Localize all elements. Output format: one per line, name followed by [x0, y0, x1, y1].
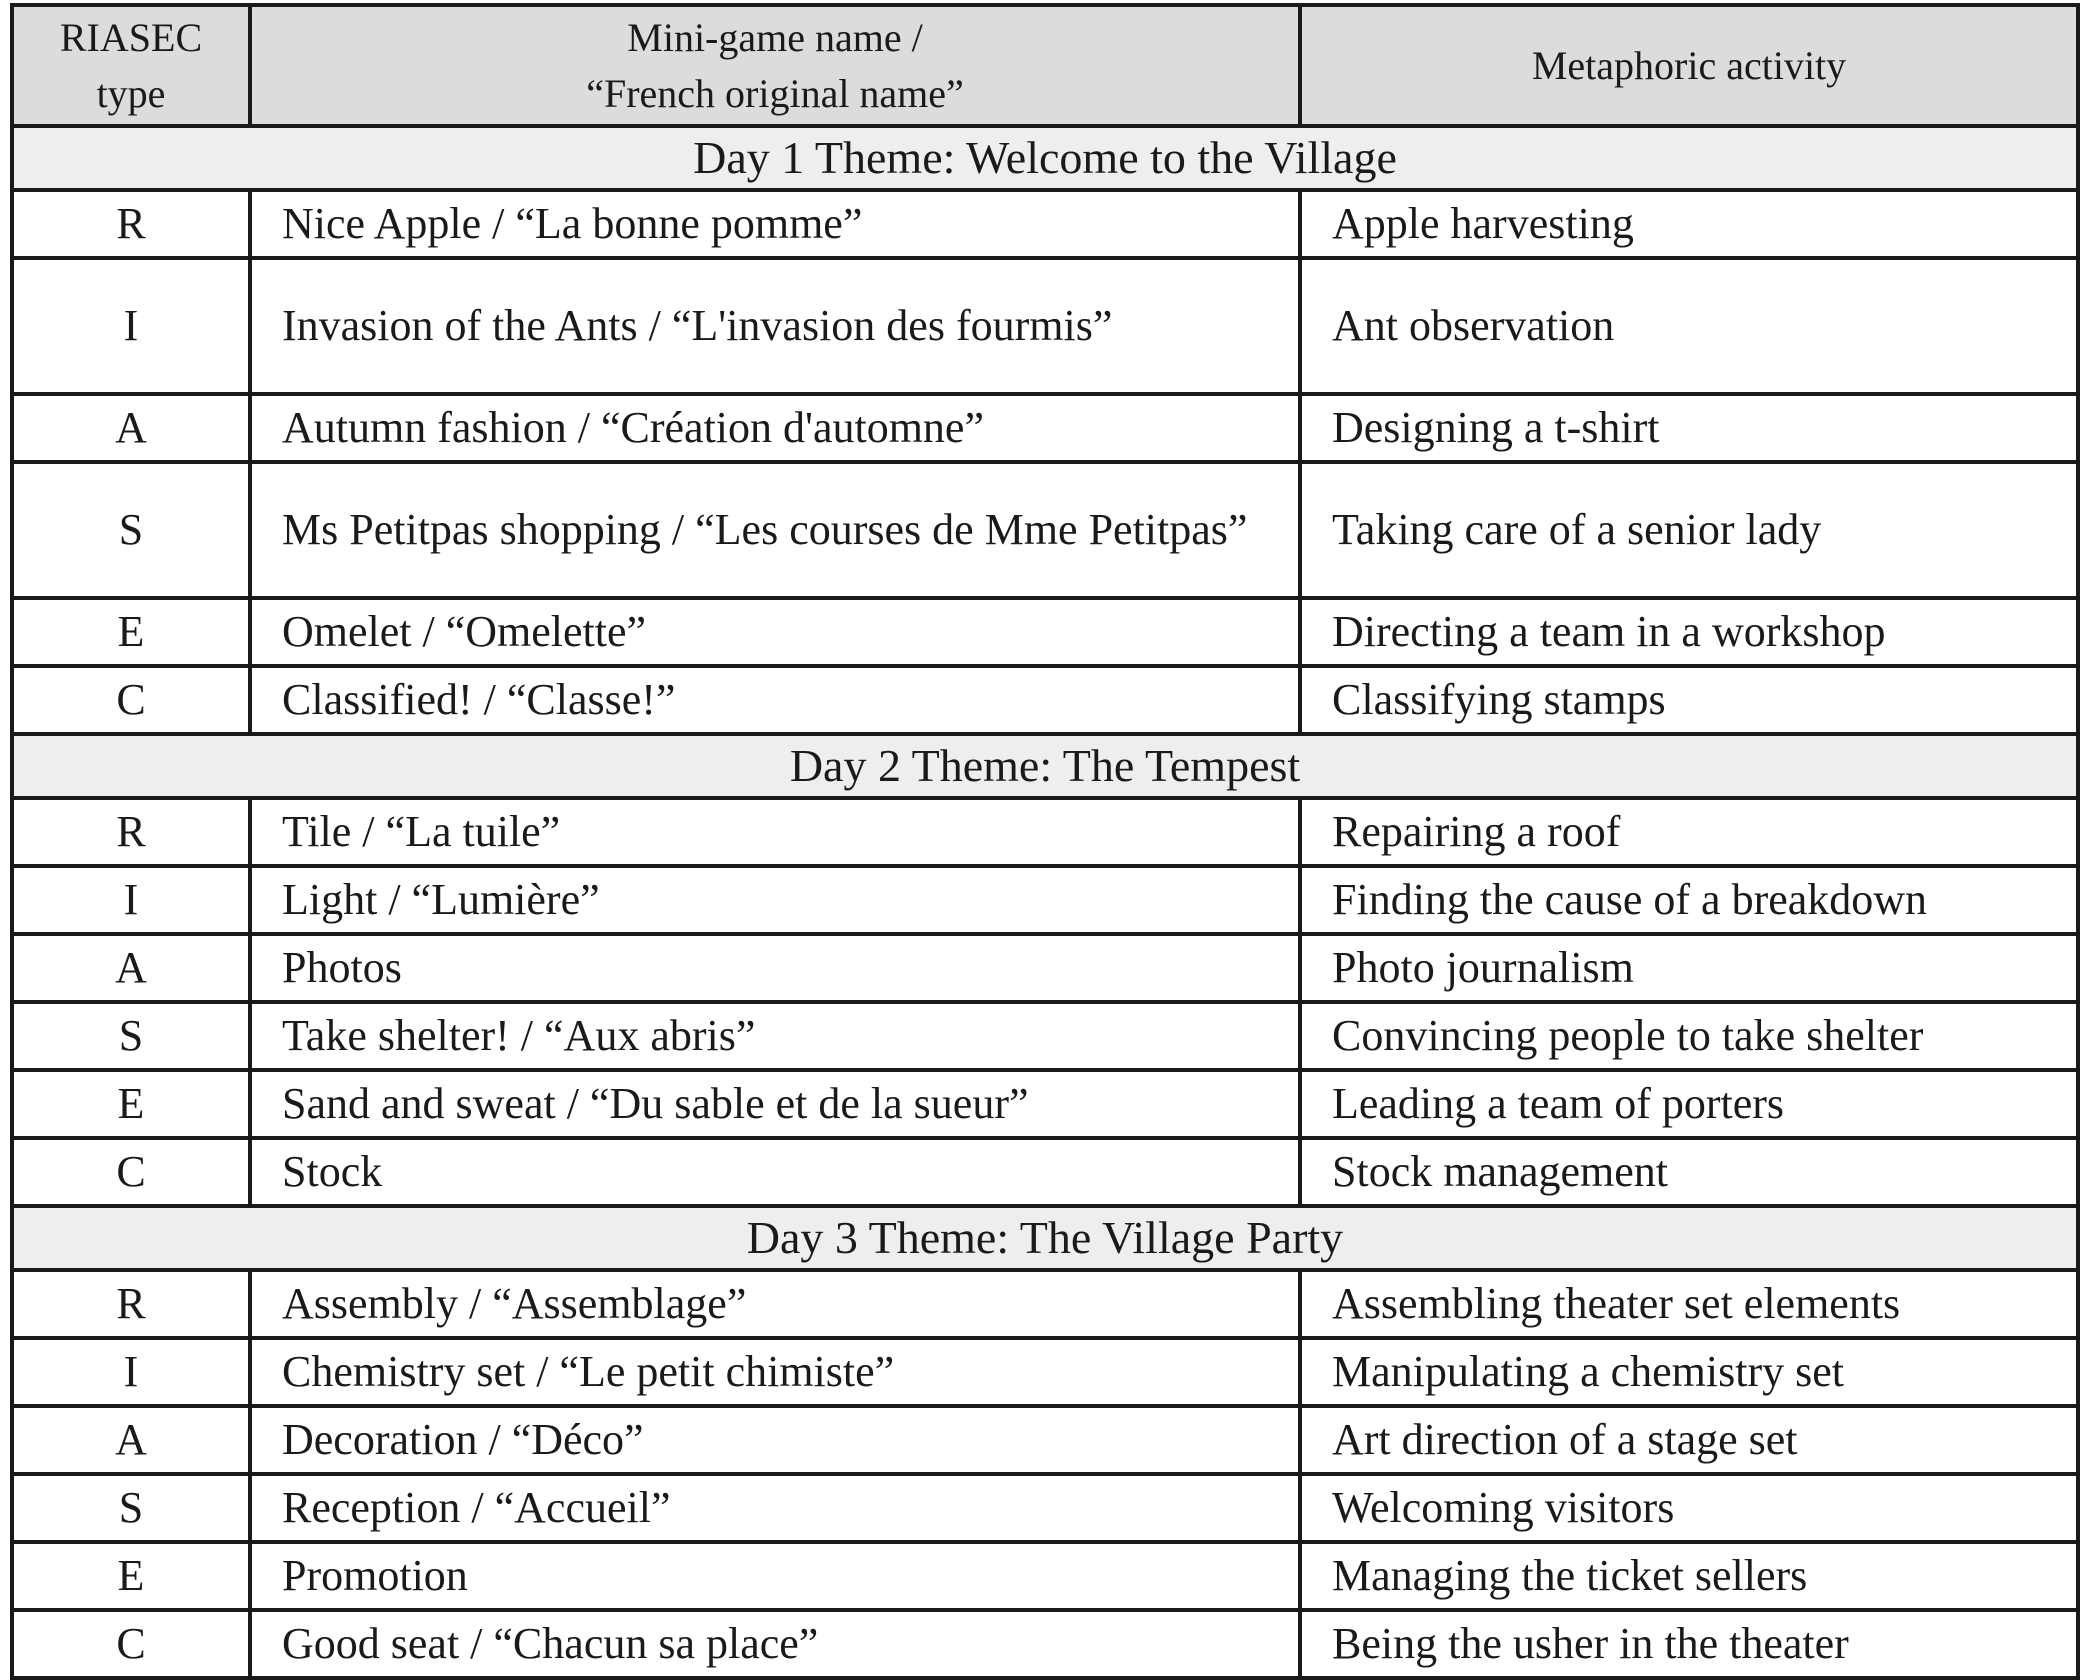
mini-game-name-cell: Decoration / “Déco” [250, 1406, 1300, 1474]
day-theme-title: Day 1 Theme: Welcome to the Village [12, 126, 2078, 190]
metaphoric-activity-cell: Assembling theater set elements [1300, 1270, 2078, 1338]
table-row [12, 598, 2078, 666]
riasec-type-cell: C [12, 1138, 250, 1206]
mini-game-name-cell: Light / “Lumière” [250, 866, 1300, 934]
table-row [12, 1406, 2078, 1474]
table-row [12, 190, 2078, 258]
table-row [12, 1070, 2078, 1138]
riasec-type-cell: A [12, 1406, 250, 1474]
metaphoric-activity-cell: Photo journalism [1300, 934, 2078, 1002]
metaphoric-activity-cell: Convincing people to take shelter [1300, 1002, 2078, 1070]
header-mini-game-name [250, 5, 1300, 126]
table-row [12, 1138, 2078, 1206]
riasec-type-cell: I [12, 1338, 250, 1406]
table-row [12, 1474, 2078, 1542]
riasec-type-cell: R [12, 190, 250, 258]
mini-game-name-cell: Reception / “Accueil” [250, 1474, 1300, 1542]
mini-game-name-cell: Autumn fashion / “Création d'automne” [250, 394, 1300, 462]
metaphoric-activity-cell: Art direction of a stage set [1300, 1406, 2078, 1474]
metaphoric-activity-cell: Taking care of a senior lady [1300, 462, 2078, 598]
header-name-line1: Mini-game name / [627, 14, 923, 60]
riasec-type-cell: S [12, 1002, 250, 1070]
riasec-type-cell: I [12, 258, 250, 394]
header-metaphoric-activity [1300, 5, 2078, 126]
header-type-line2: type [96, 70, 166, 116]
riasec-type-cell: R [12, 798, 250, 866]
table-row [12, 1610, 2078, 1678]
table-row [12, 1338, 2078, 1406]
riasec-type-cell: A [12, 394, 250, 462]
metaphoric-activity-cell: Managing the ticket sellers [1300, 1542, 2078, 1610]
mini-game-name-cell: Sand and sweat / “Du sable et de la sueur” [250, 1070, 1300, 1138]
riasec-type-cell: I [12, 866, 250, 934]
riasec-type-cell: C [12, 1610, 250, 1678]
metaphoric-activity-cell: Repairing a roof [1300, 798, 2078, 866]
riasec-type-cell: C [12, 666, 250, 734]
table-row [12, 1542, 2078, 1610]
table-row [12, 934, 2078, 1002]
day-theme-title: Day 3 Theme: The Village Party [12, 1206, 2078, 1270]
mini-game-name-cell: Promotion [250, 1542, 1300, 1610]
metaphoric-activity-cell: Leading a team of porters [1300, 1070, 2078, 1138]
mini-game-name-cell: Photos [250, 934, 1300, 1002]
mini-game-name-cell: Omelet / “Omelette” [250, 598, 1300, 666]
day-theme-row [12, 1206, 2078, 1270]
table-row [12, 394, 2078, 462]
mini-game-name-cell: Ms Petitpas shopping / “Les courses de Mme Petitpas” [250, 462, 1300, 598]
table-header-row [12, 5, 2078, 126]
riasec-type-cell: S [12, 462, 250, 598]
riasec-type-cell: E [12, 1070, 250, 1138]
day-theme-title: Day 2 Theme: The Tempest [12, 734, 2078, 798]
mini-game-name-cell: Take shelter! / “Aux abris” [250, 1002, 1300, 1070]
table-row [12, 866, 2078, 934]
mini-game-name-cell: Chemistry set / “Le petit chimiste” [250, 1338, 1300, 1406]
riasec-type-cell: A [12, 934, 250, 1002]
mini-game-name-cell: Good seat / “Chacun sa place” [250, 1610, 1300, 1678]
metaphoric-activity-cell: Classifying stamps [1300, 666, 2078, 734]
riasec-type-cell: E [12, 1542, 250, 1610]
metaphoric-activity-cell: Directing a team in a workshop [1300, 598, 2078, 666]
day-theme-row [12, 126, 2078, 190]
header-activity-label: Metaphoric activity [1531, 42, 1847, 88]
header-name-line2: “French original name” [586, 70, 964, 116]
riasec-type-cell: E [12, 598, 250, 666]
table-row [12, 1002, 2078, 1070]
riasec-type-cell: S [12, 1474, 250, 1542]
metaphoric-activity-cell: Manipulating a chemistry set [1300, 1338, 2078, 1406]
metaphoric-activity-cell: Being the usher in the theater [1300, 1610, 2078, 1678]
metaphoric-activity-cell: Ant observation [1300, 258, 2078, 394]
mini-game-name-cell: Classified! / “Classe!” [250, 666, 1300, 734]
table-row [12, 666, 2078, 734]
table-row [12, 258, 2078, 394]
metaphoric-activity-cell: Stock management [1300, 1138, 2078, 1206]
metaphoric-activity-cell: Designing a t-shirt [1300, 394, 2078, 462]
mini-game-name-cell: Stock [250, 1138, 1300, 1206]
mini-game-name-cell: Invasion of the Ants / “L'invasion des fourmis” [250, 258, 1300, 394]
mini-game-name-cell: Assembly / “Assemblage” [250, 1270, 1300, 1338]
day-theme-row [12, 734, 2078, 798]
header-type-line1: RIASEC [59, 14, 203, 60]
mini-game-name-cell: Tile / “La tuile” [250, 798, 1300, 866]
metaphoric-activity-cell: Apple harvesting [1300, 190, 2078, 258]
table-row [12, 1270, 2078, 1338]
metaphoric-activity-cell: Welcoming visitors [1300, 1474, 2078, 1542]
table-row [12, 798, 2078, 866]
table-row [12, 462, 2078, 598]
metaphoric-activity-cell: Finding the cause of a breakdown [1300, 866, 2078, 934]
mini-game-name-cell: Nice Apple / “La bonne pomme” [250, 190, 1300, 258]
riasec-mini-games-table [10, 3, 2080, 1680]
riasec-type-cell: R [12, 1270, 250, 1338]
header-riasec-type [12, 5, 250, 126]
